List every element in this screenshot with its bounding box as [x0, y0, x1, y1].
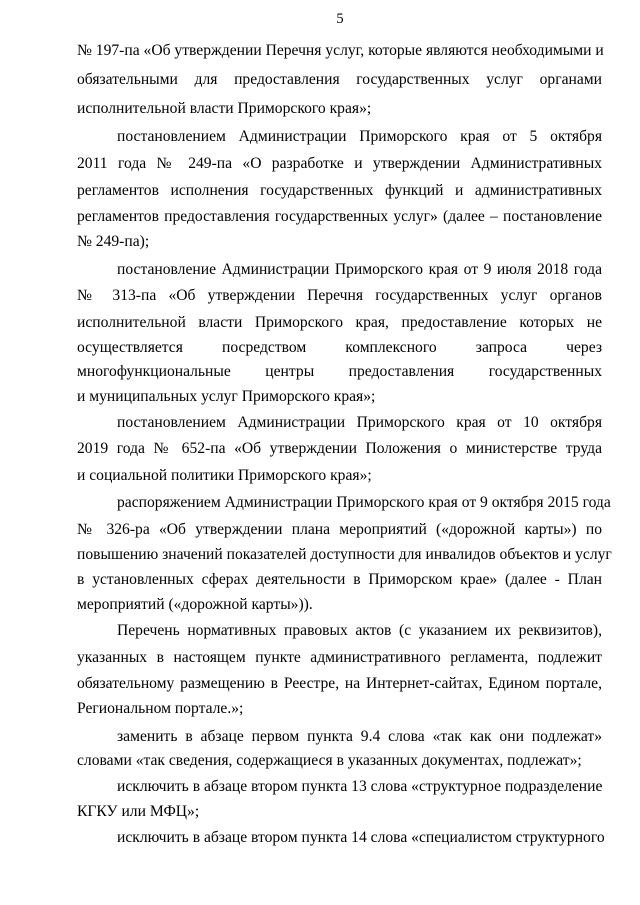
text-line-19: № 326-ра «Об утверждении плана мероприятий («дорожной карты») по	[77, 521, 602, 538]
text-line-30: КГКУ или МФЦ»;	[77, 803, 200, 820]
text-line-1: № 197-па «Об утверждении Перечня услуг, которые являются необходимыми и	[77, 42, 604, 59]
text-line-4: постановлением Администрации Приморского края от 5 октября	[117, 128, 602, 145]
text-line-15: постановлением Администрации Приморского края от 10 октября	[117, 414, 602, 431]
text-line-24: указанных в настоящем пункте административного регламента, подлежит	[77, 649, 602, 666]
text-line-10: № 313-па «Об утверждении Перечня государственных услуг органов	[77, 287, 602, 304]
text-line-20: повышению значений показателей доступности для инвалидов объектов и услуг	[77, 546, 612, 563]
text-line-23: Перечень нормативных правовых актов (с указанием их реквизитов),	[117, 622, 602, 639]
text-line-22: мероприятий («дорожной карты»)).	[77, 596, 313, 613]
text-line-12: осуществляется посредством комплексного запроса через	[77, 339, 602, 356]
text-line-17: и социальной политики Приморского края»;	[77, 467, 372, 484]
text-line-6: регламентов исполнения государственных функций и административных	[77, 182, 602, 199]
text-line-28: словами «так сведения, содержащиеся в указанных документах, подлежат»;	[77, 752, 582, 769]
text-line-26: Региональном портале.»;	[77, 700, 244, 717]
text-line-14: и муниципальных услуг Приморского края»;	[77, 388, 376, 405]
text-line-18: распоряжением Администрации Приморского края от 9 октября 2015 года	[117, 494, 611, 511]
text-line-27: заменить в абзаце первом пункта 9.4 слова «так как они подлежат»	[117, 728, 602, 745]
text-line-13: многофункциональные центры предоставления государственных	[77, 363, 602, 380]
text-line-2: обязательными для предоставления государственных услуг органами	[77, 71, 602, 88]
text-line-16: 2019 года № 652-па «Об утверждении Положения о министерстве труда	[77, 440, 602, 457]
text-line-3: исполнительной власти Приморского края»;	[77, 100, 372, 117]
text-line-25: обязательному размещению в Реестре, на Интернет-сайтах, Едином портале,	[77, 675, 602, 692]
text-line-21: в установленных сферах деятельности в Приморском крае» (далее - План	[77, 571, 602, 588]
text-line-29: исключить в абзаце втором пункта 13 слова «структурное подразделение	[117, 778, 603, 795]
text-line-8: № 249-па);	[77, 233, 150, 250]
page-number: 5	[336, 11, 344, 27]
text-line-31: исключить в абзаце втором пункта 14 слова «специалистом структурного	[117, 829, 605, 846]
text-line-9: постановление Администрации Приморского края от 9 июля 2018 года	[117, 261, 602, 278]
text-line-11: исполнительной власти Приморского края, предоставление которых не	[77, 314, 602, 331]
text-line-7: регламентов предоставления государственных услуг» (далее – постановление	[77, 208, 602, 225]
text-line-5: 2011 года № 249-па «О разработке и утверждении Административных	[77, 155, 602, 172]
